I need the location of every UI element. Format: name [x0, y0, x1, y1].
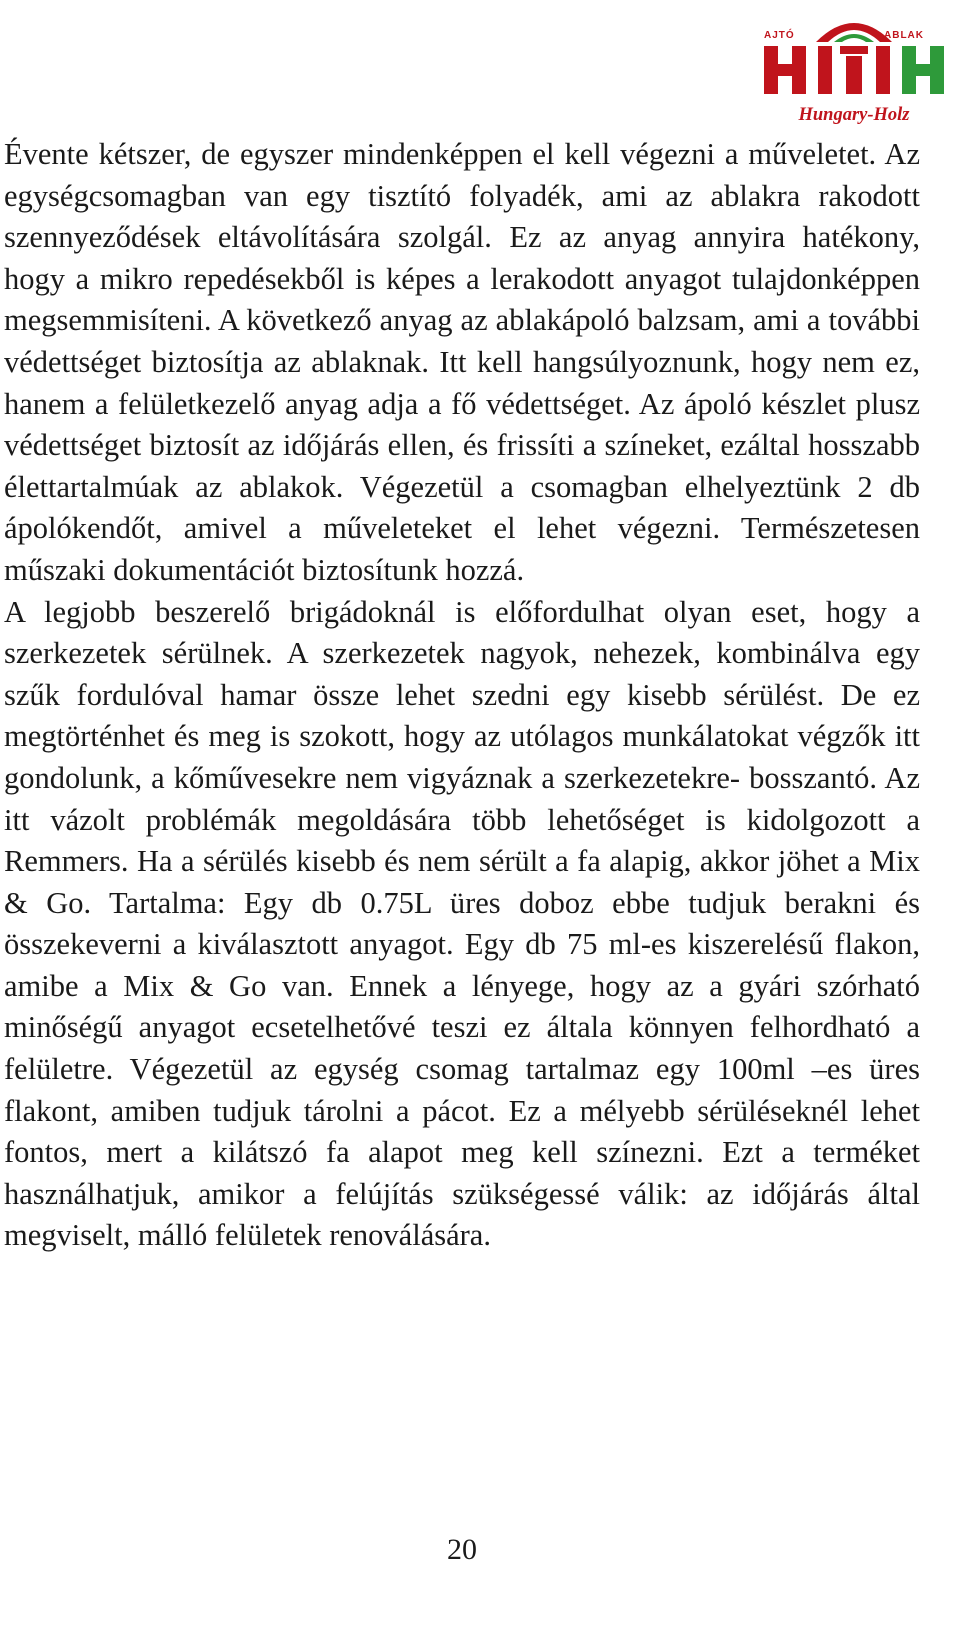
logo-brand-text: Hungary-Holz	[798, 105, 910, 125]
document-body	[4, 134, 920, 1257]
company-logo	[756, 6, 952, 130]
paragraph-repair: A legjobb beszerelő brigádoknál is előfordulhat olyan eset, hogy a szerkezetek sérülnek. A szerkezetek nagyok, nehezek, kombinálva egy szűk fordulóval hamar össze lehet szedni egy kisebb sérülést. De ez megtörténhet és meg is szokott, hogy az utólagos munkálatokat végzők itt gondolunk, a kőművesekre nem vigyáznak a szerkezetekre- bosszantó. Az itt vázolt problémák megoldására több lehetőséget is kidolgozott a Remmers. Ha a sérülés kisebb és nem sérült a fa alapig, akkor jöhet a Mix & Go. Tartalma: Egy db 0.75L üres doboz ebbe tudjuk berakni és összekeverni a kiválasztott anyagot. Egy db 75 ml-es kiszerelésű flakon, amibe a Mix & Go van. Ennek a lényege, hogy az a gyári szórható minőségű anyagot ecsetelhetővé teszi ez általa könnyen felhordható a felületre. Végezetül az egység csomag tartalmaz egy 100ml –es üres flakont, amiben tudjuk tárolni a pácot. Ez a mélyebb sérüléseknél lehet fontos, mert a kilátszó fa alapot meg kell színezni. Ezt a terméket használhatjuk, amikor a felújítás szükségessé válik: az időjárás által megviselt, málló felületek renoválására.	[4, 594, 920, 1253]
logo-label-right: ABLAK	[884, 30, 924, 41]
hungary-holz-logo-icon	[756, 6, 952, 130]
page-number: 20	[447, 1533, 477, 1566]
logo-label-left: AJTÓ	[764, 30, 795, 41]
paragraph-maintenance: Évente kétszer, de egyszer mindenképpen el kell végezni a műveletet. Az egységcsomagban van egy tisztító folyadék, ami az ablakra rakodott szennyeződések eltávolítására szolgál. Ez az anyag annyira hatékony, hogy a mikro repedésekből is képes a lerakodott anyagot tulajdonképpen megsemmisíteni. A következő anyag az ablakápoló balzsam, ami a további védettséget biztosítja az ablaknak. Itt kell hangsúlyoznunk, hogy nem ez, hanem a felületkezelő anyag adja a fő védettséget. Az ápoló készlet plusz védettséget biztosít az időjárás ellen, és frissíti a színeket, ezáltal hosszabb élettartalmúak az ablakok. Végezetül a csomagban elhelyeztünk 2 db ápolókendőt, amivel a műveleteket el lehet végezni. Természetesen műszaki dokumentációt biztosítunk hozzá.	[4, 137, 920, 587]
